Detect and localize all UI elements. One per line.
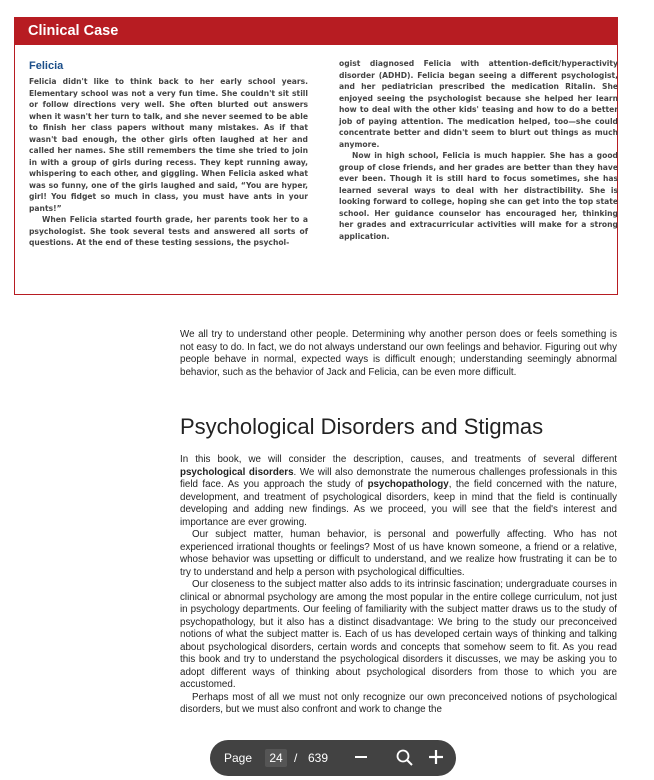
magnifier-icon bbox=[395, 748, 415, 768]
case-name: Felicia bbox=[29, 60, 64, 72]
text-run: . We will also demonstrate the numerous challenges professionals in this field face. As you approach the study of bbox=[180, 466, 617, 490]
total-pages: 639 bbox=[308, 751, 329, 765]
zoom-reset-button[interactable] bbox=[395, 748, 415, 768]
case-paragraph: Now in high school, Felicia is much happier. She has a good group of close friends, and her grades are better than they have ever been. Though it is still hard to focus sometimes, she has learned several ways to deal with her distractibility. She is looking forward to college, hoping she can get into the top state school. Her guidance counselor has encouraged her, thinking her grades and extracurricular activities will make for a strong application. bbox=[339, 151, 618, 241]
text-run: , the field concerned with the nature, development, and treatment of psychological disorders, keep in mind that the field is continually developing and adding new findings. As we proceed, you will see that the field's interest and importance are ever growing. bbox=[180, 479, 618, 528]
key-term: psychological disorders bbox=[180, 466, 294, 478]
zoom-in-button[interactable] bbox=[425, 746, 447, 768]
clinical-case-header: Clinical Case bbox=[15, 18, 617, 45]
minus-icon bbox=[351, 747, 371, 767]
clinical-case-right-column bbox=[339, 58, 618, 242]
body-paragraph bbox=[180, 454, 617, 529]
main-text bbox=[180, 329, 617, 717]
intro-paragraph: We all try to understand other people. Determining why another person does or feels something is not easy to do. In fact, we do not always understand our own feelings and behavior. Figuring out why people behave in normal, expected ways is difficult enough; understanding seemingly abnormal behavior, such as the behavior of Jack and Felicia, can be even more difficult. bbox=[180, 329, 617, 378]
page-label: Page bbox=[224, 751, 253, 765]
zoom-out-button[interactable] bbox=[351, 747, 371, 767]
clinical-case-left-column bbox=[29, 60, 308, 249]
body-paragraph: Our closeness to the subject matter also adds to its intrinsic fascination; undergraduate courses in clinical or abnormal psychology are among the most popular in the entire college curriculum, not just in psychology departments. Our feeling of familiarity with the subject matter draws us to the study of psychopathology, but it also has a distinct disadvantage: We bring to the study our preconceived notions of what the subject matter is. Each of us has developed certain ways of thinking and talking about psychological disorders, certain words and concepts that somehow seem to fit. As you read this book and try to understand the psychological disorders it discusses, we may be asking you to adopt different ways of thinking about psychological disorders from those to which you are accustomed. bbox=[180, 579, 617, 690]
case-paragraph: When Felicia started fourth grade, her parents took her to a psychologist. She took several tests and answered all sorts of questions. At the end of these testing sessions, the psychol- bbox=[29, 215, 308, 247]
current-page-input[interactable]: 24 bbox=[265, 749, 287, 767]
key-term: psychopathology bbox=[367, 479, 449, 490]
page-separator: / bbox=[294, 751, 298, 765]
page-toolbar bbox=[210, 740, 456, 776]
clinical-case-box bbox=[14, 17, 618, 295]
case-paragraph: Felicia didn't like to think back to her early school years. Elementary school was not a very fun time. She couldn't sit still or follow directions very well. She often blurted out answers when it wasn't her turn to talk, and she never seemed to be able to finish her class papers without many mistakes. As if that wasn't bad enough, the other girls often laughed at her and called her names. She still remembers the time she tried to join in with a group of girls during recess. They kept running away, whispering to each other, and giggling. When Felicia asked what was so funny, one of the girls laughed and said, “You are hyper, girl! You fidget so much in class, you must have ants in your pants!” bbox=[29, 77, 308, 213]
section-heading: Psychological Disorders and Stigmas bbox=[180, 414, 544, 439]
text-run: In this book, we will consider the description, causes, and treatments of several different bbox=[180, 454, 617, 465]
plus-icon bbox=[425, 746, 447, 768]
body-paragraph: Our subject matter, human behavior, is personal and powerfully affecting. Who has not experienced irrational thoughts or feelings? Most of us have known someone, a friend or a relative, whose behavior was upsetting or difficult to understand, and we realize how frustrating it can be to try to understand and help a person with psychological difficulties. bbox=[180, 529, 617, 578]
case-paragraph: ogist diagnosed Felicia with attention-deficit/hyperactivity disorder (ADHD). Felicia began seeing a different psychologist, and her pediatrician prescribed the medication Ritalin. She enjoyed seeing the psychologist because she helped her learn how to deal with the other kids' teasing and how to do a better job of paying attention. The medication helped, too—she could concentrate better and didn't seem to blurt out things as much anymore. bbox=[339, 59, 618, 149]
body-paragraph: Perhaps most of all we must not only recognize our own preconceived notions of psychological disorders, but we must also confront and work to change the bbox=[180, 691, 617, 715]
